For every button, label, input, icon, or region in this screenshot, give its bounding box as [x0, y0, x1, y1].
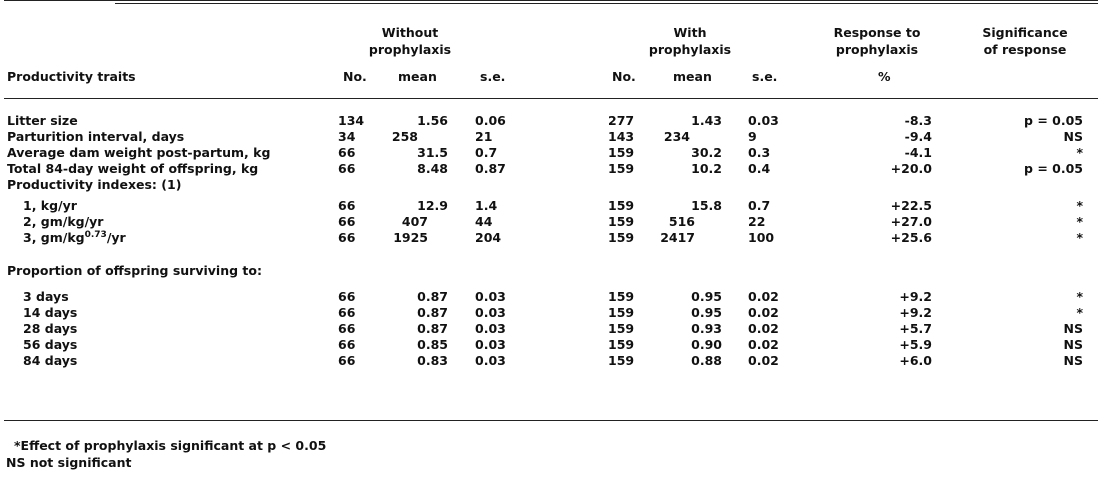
- cell-n2: 159: [608, 230, 635, 245]
- cell-n2: 159: [608, 305, 635, 320]
- header-percent: %: [878, 69, 891, 84]
- cell-mean2: 0.95: [691, 305, 722, 320]
- cell-significance: *: [1076, 145, 1083, 160]
- row-label-base: 3, gm/kg: [23, 230, 85, 245]
- cell-mean2: 516: [668, 214, 695, 229]
- row-label: 56 days: [23, 337, 78, 352]
- cell-se1: 0.87: [475, 161, 506, 176]
- table-row: [0, 321, 1102, 336]
- cell-n2: 143: [608, 129, 635, 144]
- cell-mean2: 1.43: [691, 113, 722, 128]
- cell-response: +25.6: [890, 230, 932, 245]
- header-response-line1: Response to: [833, 25, 921, 40]
- cell-response: +27.0: [890, 214, 932, 229]
- cell-mean1: 1.56: [417, 113, 448, 128]
- cell-se1: 0.7: [475, 145, 498, 160]
- table-bottom-rule: [4, 420, 1098, 421]
- row-label: Parturition interval, days: [7, 129, 185, 144]
- cell-mean2: 0.95: [691, 289, 722, 304]
- row-label: 1, kg/yr: [23, 198, 77, 213]
- cell-response: -4.1: [904, 145, 932, 160]
- header-no-1: No.: [343, 69, 367, 84]
- row-label: Litter size: [7, 113, 78, 128]
- cell-response: +5.9: [899, 337, 932, 352]
- cell-se2: 100: [748, 230, 775, 245]
- cell-mean2: 0.90: [691, 337, 722, 352]
- header-significance-line2: of response: [983, 42, 1067, 57]
- cell-response: -9.4: [904, 129, 932, 144]
- cell-significance: *: [1076, 289, 1083, 304]
- table-top-rule-inner: [115, 3, 1098, 4]
- cell-se1: 0.03: [475, 337, 506, 352]
- cell-se1: 0.03: [475, 321, 506, 336]
- cell-n1: 66: [338, 337, 356, 352]
- row-label-exponent: 0.73: [84, 229, 107, 240]
- row-label-suffix: /yr: [106, 230, 126, 245]
- cell-mean2: 0.88: [691, 353, 722, 368]
- cell-response: +5.7: [899, 321, 932, 336]
- header-response-line2: prophylaxis: [835, 42, 919, 57]
- cell-se1: 44: [475, 214, 493, 229]
- cell-n1: 66: [338, 214, 356, 229]
- cell-significance: *: [1076, 305, 1083, 320]
- cell-se1: 0.06: [475, 113, 506, 128]
- cell-se1: 1.4: [475, 198, 498, 213]
- cell-response: +22.5: [890, 198, 932, 213]
- cell-response: +9.2: [899, 289, 932, 304]
- cell-n2: 159: [608, 161, 635, 176]
- cell-mean1: 0.83: [417, 353, 448, 368]
- header-productivity-traits: Productivity traits: [7, 69, 136, 84]
- cell-n1: 66: [338, 161, 356, 176]
- header-se-1: s.e.: [480, 69, 506, 84]
- row-label: 28 days: [23, 321, 78, 336]
- header-response: [812, 24, 942, 58]
- cell-n2: 159: [608, 214, 635, 229]
- cell-n2: 159: [608, 353, 635, 368]
- cell-mean1: 258: [391, 129, 418, 144]
- cell-response: -8.3: [904, 113, 932, 128]
- cell-mean1: 12.9: [417, 198, 448, 213]
- footnote-ns: NS not significant: [6, 455, 132, 470]
- cell-n2: 159: [608, 337, 635, 352]
- header-se-2: s.e.: [752, 69, 778, 84]
- header-with-line1: With: [673, 25, 707, 40]
- cell-n1: 134: [338, 113, 365, 128]
- cell-mean1: 0.85: [417, 337, 448, 352]
- row-label: 84 days: [23, 353, 78, 368]
- table-top-rule: [4, 0, 1098, 1]
- cell-se1: 0.03: [475, 289, 506, 304]
- cell-se2: 0.4: [748, 161, 771, 176]
- cell-n1: 34: [338, 129, 356, 144]
- table-row: [0, 145, 1102, 160]
- header-significance: [960, 24, 1090, 58]
- table-row: [0, 198, 1102, 213]
- cell-n2: 159: [608, 145, 635, 160]
- cell-n1: 66: [338, 353, 356, 368]
- cell-mean2: 15.8: [691, 198, 722, 213]
- cell-se2: 0.02: [748, 289, 779, 304]
- cell-significance: NS: [1063, 353, 1083, 368]
- cell-n2: 159: [608, 321, 635, 336]
- cell-response: +6.0: [899, 353, 932, 368]
- table-row: [0, 113, 1102, 128]
- table-row: [0, 337, 1102, 352]
- header-bottom-rule: [4, 98, 1098, 99]
- footnote-significance: *Effect of prophylaxis significant at p < 0.05: [14, 438, 327, 453]
- table-row: [0, 230, 1102, 245]
- section-row: [0, 263, 1102, 278]
- cell-mean1: 407: [401, 214, 428, 229]
- cell-se2: 22: [748, 214, 766, 229]
- row-label: 14 days: [23, 305, 78, 320]
- cell-n2: 277: [608, 113, 635, 128]
- cell-se2: 0.02: [748, 305, 779, 320]
- cell-n1: 66: [338, 145, 356, 160]
- cell-n1: 66: [338, 198, 356, 213]
- section-label-proportion-surviving: Proportion of offspring surviving to:: [7, 263, 262, 278]
- cell-n1: 66: [338, 321, 356, 336]
- cell-n1: 66: [338, 305, 356, 320]
- table-row: [0, 289, 1102, 304]
- header-without-line2: prophylaxis: [368, 42, 452, 57]
- cell-mean1: 0.87: [417, 321, 448, 336]
- header-significance-line1: Significance: [982, 25, 1068, 40]
- cell-n1: 66: [338, 230, 356, 245]
- cell-significance: NS: [1063, 129, 1083, 144]
- cell-mean1: 31.5: [417, 145, 448, 160]
- section-row: [0, 177, 1102, 192]
- header-no-2: No.: [612, 69, 636, 84]
- cell-n2: 159: [608, 198, 635, 213]
- row-label: Total 84-day weight of offspring, kg: [7, 161, 259, 176]
- cell-significance: NS: [1063, 337, 1083, 352]
- table-row: [0, 161, 1102, 176]
- table-row: [0, 353, 1102, 368]
- cell-significance: p = 0.05: [1024, 113, 1083, 128]
- cell-se1: 0.03: [475, 305, 506, 320]
- cell-se1: 204: [475, 230, 502, 245]
- table-row: [0, 214, 1102, 229]
- cell-significance: *: [1076, 214, 1083, 229]
- header-mean-1: mean: [398, 69, 437, 84]
- cell-mean2: 2417: [660, 230, 695, 245]
- cell-mean2: 0.93: [691, 321, 722, 336]
- cell-n1: 66: [338, 289, 356, 304]
- cell-se2: 0.02: [748, 321, 779, 336]
- cell-se2: 9: [748, 129, 757, 144]
- cell-mean2: 30.2: [691, 145, 722, 160]
- cell-mean1: 0.87: [417, 305, 448, 320]
- cell-mean1: 0.87: [417, 289, 448, 304]
- header-with-line2: prophylaxis: [648, 42, 732, 57]
- cell-mean2: 10.2: [691, 161, 722, 176]
- header-with-prophylaxis: [625, 24, 755, 58]
- table-row: [0, 129, 1102, 144]
- cell-se2: 0.03: [748, 113, 779, 128]
- cell-significance: *: [1076, 198, 1083, 213]
- cell-mean1: 1925: [393, 230, 428, 245]
- row-label: 3 days: [23, 289, 69, 304]
- cell-response: +9.2: [899, 305, 932, 320]
- section-label-productivity-indexes: Productivity indexes: (1): [7, 177, 182, 192]
- cell-significance: *: [1076, 230, 1083, 245]
- cell-n2: 159: [608, 289, 635, 304]
- cell-se2: 0.02: [748, 337, 779, 352]
- cell-mean2: 234: [663, 129, 690, 144]
- row-label: Average dam weight post-partum, kg: [7, 145, 271, 160]
- row-label: [23, 230, 126, 245]
- cell-significance: p = 0.05: [1024, 161, 1083, 176]
- header-mean-2: mean: [673, 69, 712, 84]
- cell-se2: 0.7: [748, 198, 771, 213]
- cell-mean1: 8.48: [417, 161, 448, 176]
- cell-se2: 0.02: [748, 353, 779, 368]
- row-label: 2, gm/kg/yr: [23, 214, 104, 229]
- cell-response: +20.0: [890, 161, 932, 176]
- table-row: [0, 305, 1102, 320]
- cell-se1: 21: [475, 129, 493, 144]
- cell-se2: 0.3: [748, 145, 771, 160]
- cell-significance: NS: [1063, 321, 1083, 336]
- header-without-prophylaxis: [345, 24, 475, 58]
- cell-se1: 0.03: [475, 353, 506, 368]
- header-without-line1: Without: [381, 25, 439, 40]
